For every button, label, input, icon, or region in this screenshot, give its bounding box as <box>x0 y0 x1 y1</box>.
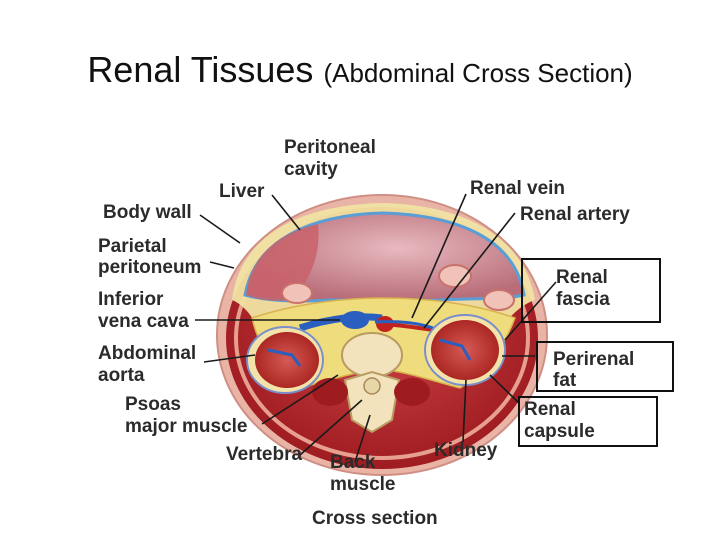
label-vertebra: Vertebra <box>226 444 303 465</box>
body-section <box>217 195 547 475</box>
label-renal-artery: Renal artery <box>520 204 630 225</box>
label-psoas-major-2: major muscle <box>125 416 248 437</box>
title-subtitle: (Abdominal Cross Section) <box>323 58 633 88</box>
label-kidney: Kidney <box>434 440 498 461</box>
label-inferior-vena-cava-2: vena cava <box>98 311 189 332</box>
label-renal-capsule-2: capsule <box>524 421 595 442</box>
label-cross-section: Cross section <box>312 508 438 529</box>
left-kidney <box>247 327 323 393</box>
label-back-muscle-1: Back <box>330 452 376 473</box>
label-renal-fascia-2: fascia <box>556 289 610 310</box>
label-psoas-major-1: Psoas <box>125 394 181 415</box>
label-perirenal-fat-1: Perirenal <box>553 349 635 370</box>
label-renal-capsule-1: Renal <box>524 399 576 420</box>
label-parietal-peritoneum-1: Parietal <box>98 236 167 257</box>
label-liver: Liver <box>219 181 265 202</box>
title-main: Renal Tissues <box>87 49 314 90</box>
label-abdominal-aorta-1: Abdominal <box>98 343 197 364</box>
label-peritoneal-cavity-2: cavity <box>284 159 338 180</box>
label-inferior-vena-cava-1: Inferior <box>98 289 164 310</box>
label-parietal-peritoneum-2: peritoneum <box>98 257 202 278</box>
label-abdominal-aorta-2: aorta <box>98 365 145 386</box>
label-body-wall: Body wall <box>103 202 192 223</box>
label-renal-fascia-1: Renal <box>556 267 608 288</box>
label-back-muscle-2: muscle <box>330 474 396 495</box>
vertebra-shape <box>342 333 402 432</box>
label-peritoneal-cavity-1: Peritoneal <box>284 137 376 158</box>
label-renal-vein: Renal vein <box>470 178 566 199</box>
label-perirenal-fat-2: fat <box>553 370 577 391</box>
right-kidney <box>425 315 505 385</box>
